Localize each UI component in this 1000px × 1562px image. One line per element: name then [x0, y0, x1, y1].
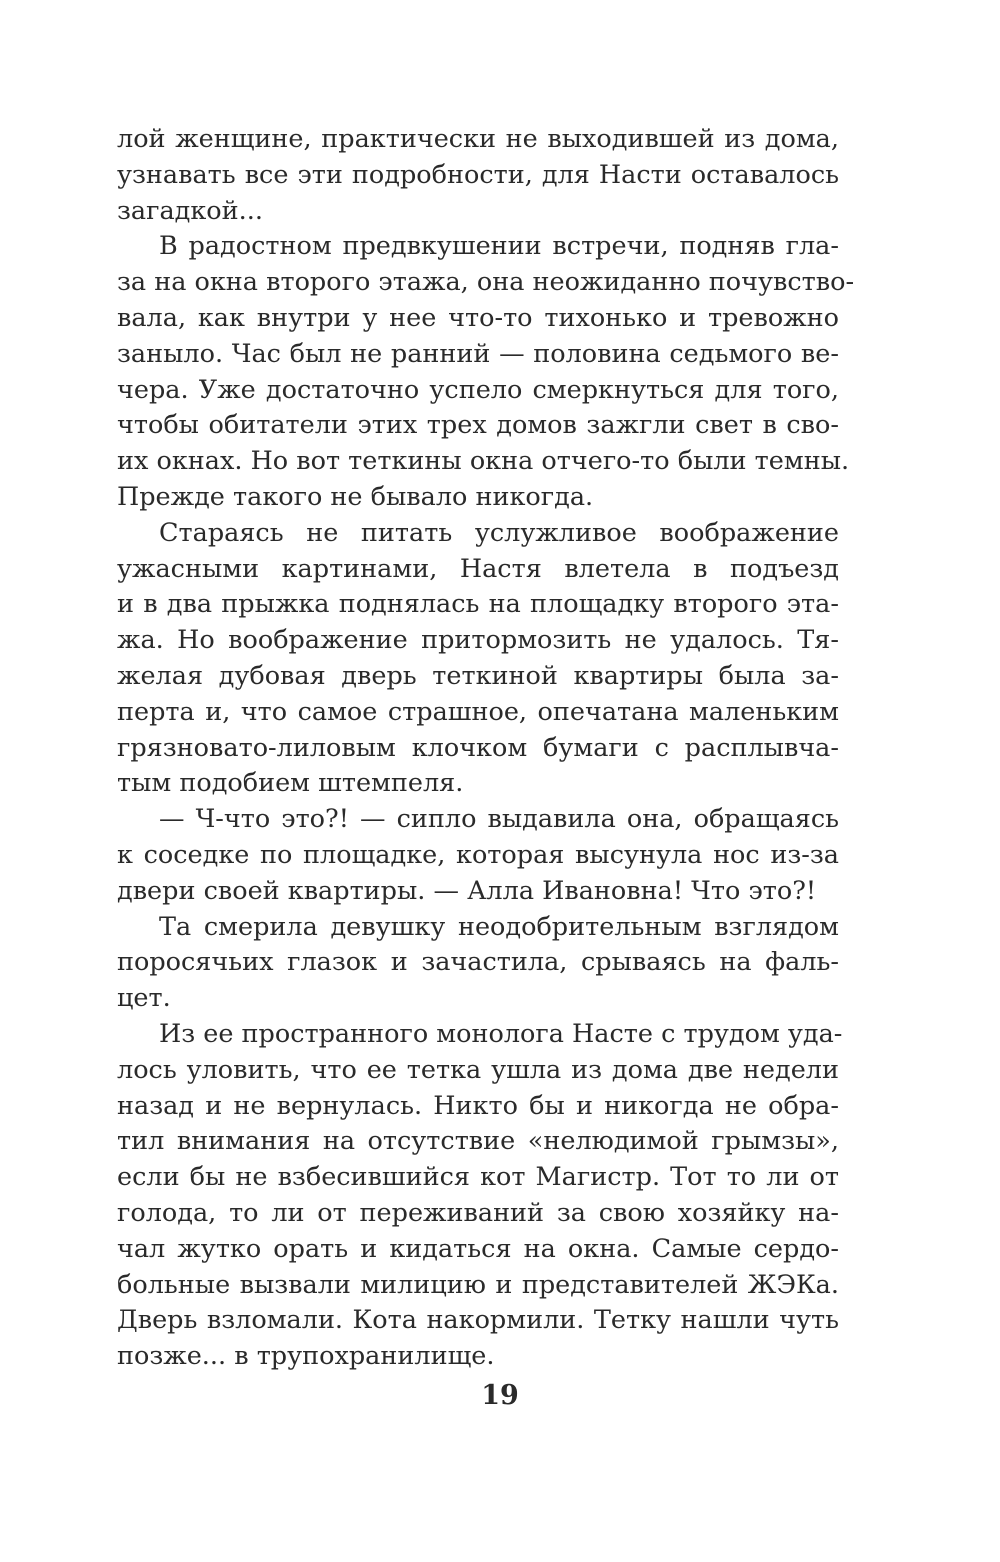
text-line: если бы не взбесившийся кот Магистр. Тот то ли от [117, 1162, 839, 1193]
text-line: двери своей квартиры. — Алла Ивановна! Что это?! [117, 875, 817, 906]
paragraph [117, 802, 839, 909]
text-line: заныло. Час был не ранний — половина седьмого ве- [117, 338, 839, 369]
text-line: грязновато-лиловым клочком бумаги с расплывча- [117, 732, 839, 763]
text-line: цет. [117, 983, 171, 1014]
text-line: перта и, что самое страшное, опечатана маленьким [117, 696, 839, 727]
text-line: загадкой... [117, 195, 263, 226]
text-line: ужасными картинами, Настя влетела в подъезд [117, 553, 839, 584]
paragraph [117, 229, 855, 515]
text-line: чера. Уже достаточно успело смеркнуться для того, [117, 374, 839, 405]
text-line: и в два прыжка поднялась на площадку второго эта- [117, 589, 839, 620]
text-line: Дверь взломали. Кота накормили. Тетку нашли чуть [117, 1305, 839, 1336]
text-line: за на окна второго этажа, она неожиданно почувство- [117, 267, 855, 298]
paragraph [117, 910, 839, 1017]
text-line: узнавать все эти подробности, для Насти оставалось [117, 159, 839, 190]
text-line: чал жутко орать и кидаться на окна. Самые сердо- [117, 1233, 839, 1264]
text-line: — Ч-что это?! — сипло выдавила она, обращаясь [159, 804, 839, 835]
text-line: лось уловить, что ее тетка ушла из дома две недели [117, 1054, 839, 1085]
text-line: лой женщине, практически не выходившей из дома, [117, 124, 839, 154]
text-line: вала, как внутри у нее что-то тихонько и тревожно [117, 302, 839, 333]
text-line: больные вызвали милицию и представителей ЖЭКа. [117, 1269, 839, 1300]
text-line: тым подобием штемпеля. [117, 768, 464, 799]
text-line: их окнах. Но вот теткины окна отчего-то были темны. [117, 446, 850, 477]
text-line: позже... в трупохранилище. [117, 1341, 495, 1372]
text-line: желая дубовая дверь теткиной квартиры была за- [117, 660, 839, 691]
text-line: Из ее пространного монолога Насте с трудом уда- [159, 1018, 843, 1049]
paragraph [117, 1017, 843, 1375]
text-line: чтобы обитатели этих трех домов зажгли свет в сво- [117, 410, 839, 441]
text-line: назад и не вернулась. Никто бы и никогда не обра- [117, 1090, 839, 1121]
text-line: поросячьих глазок и зачастила, срываясь на фаль- [117, 947, 839, 978]
text-line: тил внимания на отсутствие «нелюдимой грымзы», [117, 1126, 839, 1157]
text-line: В радостном предвкушении встречи, подняв гла- [159, 231, 839, 262]
text-line: голода, то ли от переживаний за свою хозяйку на- [117, 1197, 839, 1228]
paragraph [117, 516, 839, 802]
text-line: Та смерила девушку неодобрительным взглядом [159, 911, 839, 942]
text-line: жа. Но воображение притормозить не удалось. Тя- [117, 625, 839, 656]
paragraph [117, 122, 839, 229]
text-line: к соседке по площадке, которая высунула нос из-за [117, 839, 839, 870]
page-number: 19 [481, 1380, 519, 1411]
book-page-text [117, 122, 855, 1375]
text-line: Прежде такого не бывало никогда. [117, 481, 594, 512]
text-line: Стараясь не питать услужливое воображение [159, 517, 839, 548]
